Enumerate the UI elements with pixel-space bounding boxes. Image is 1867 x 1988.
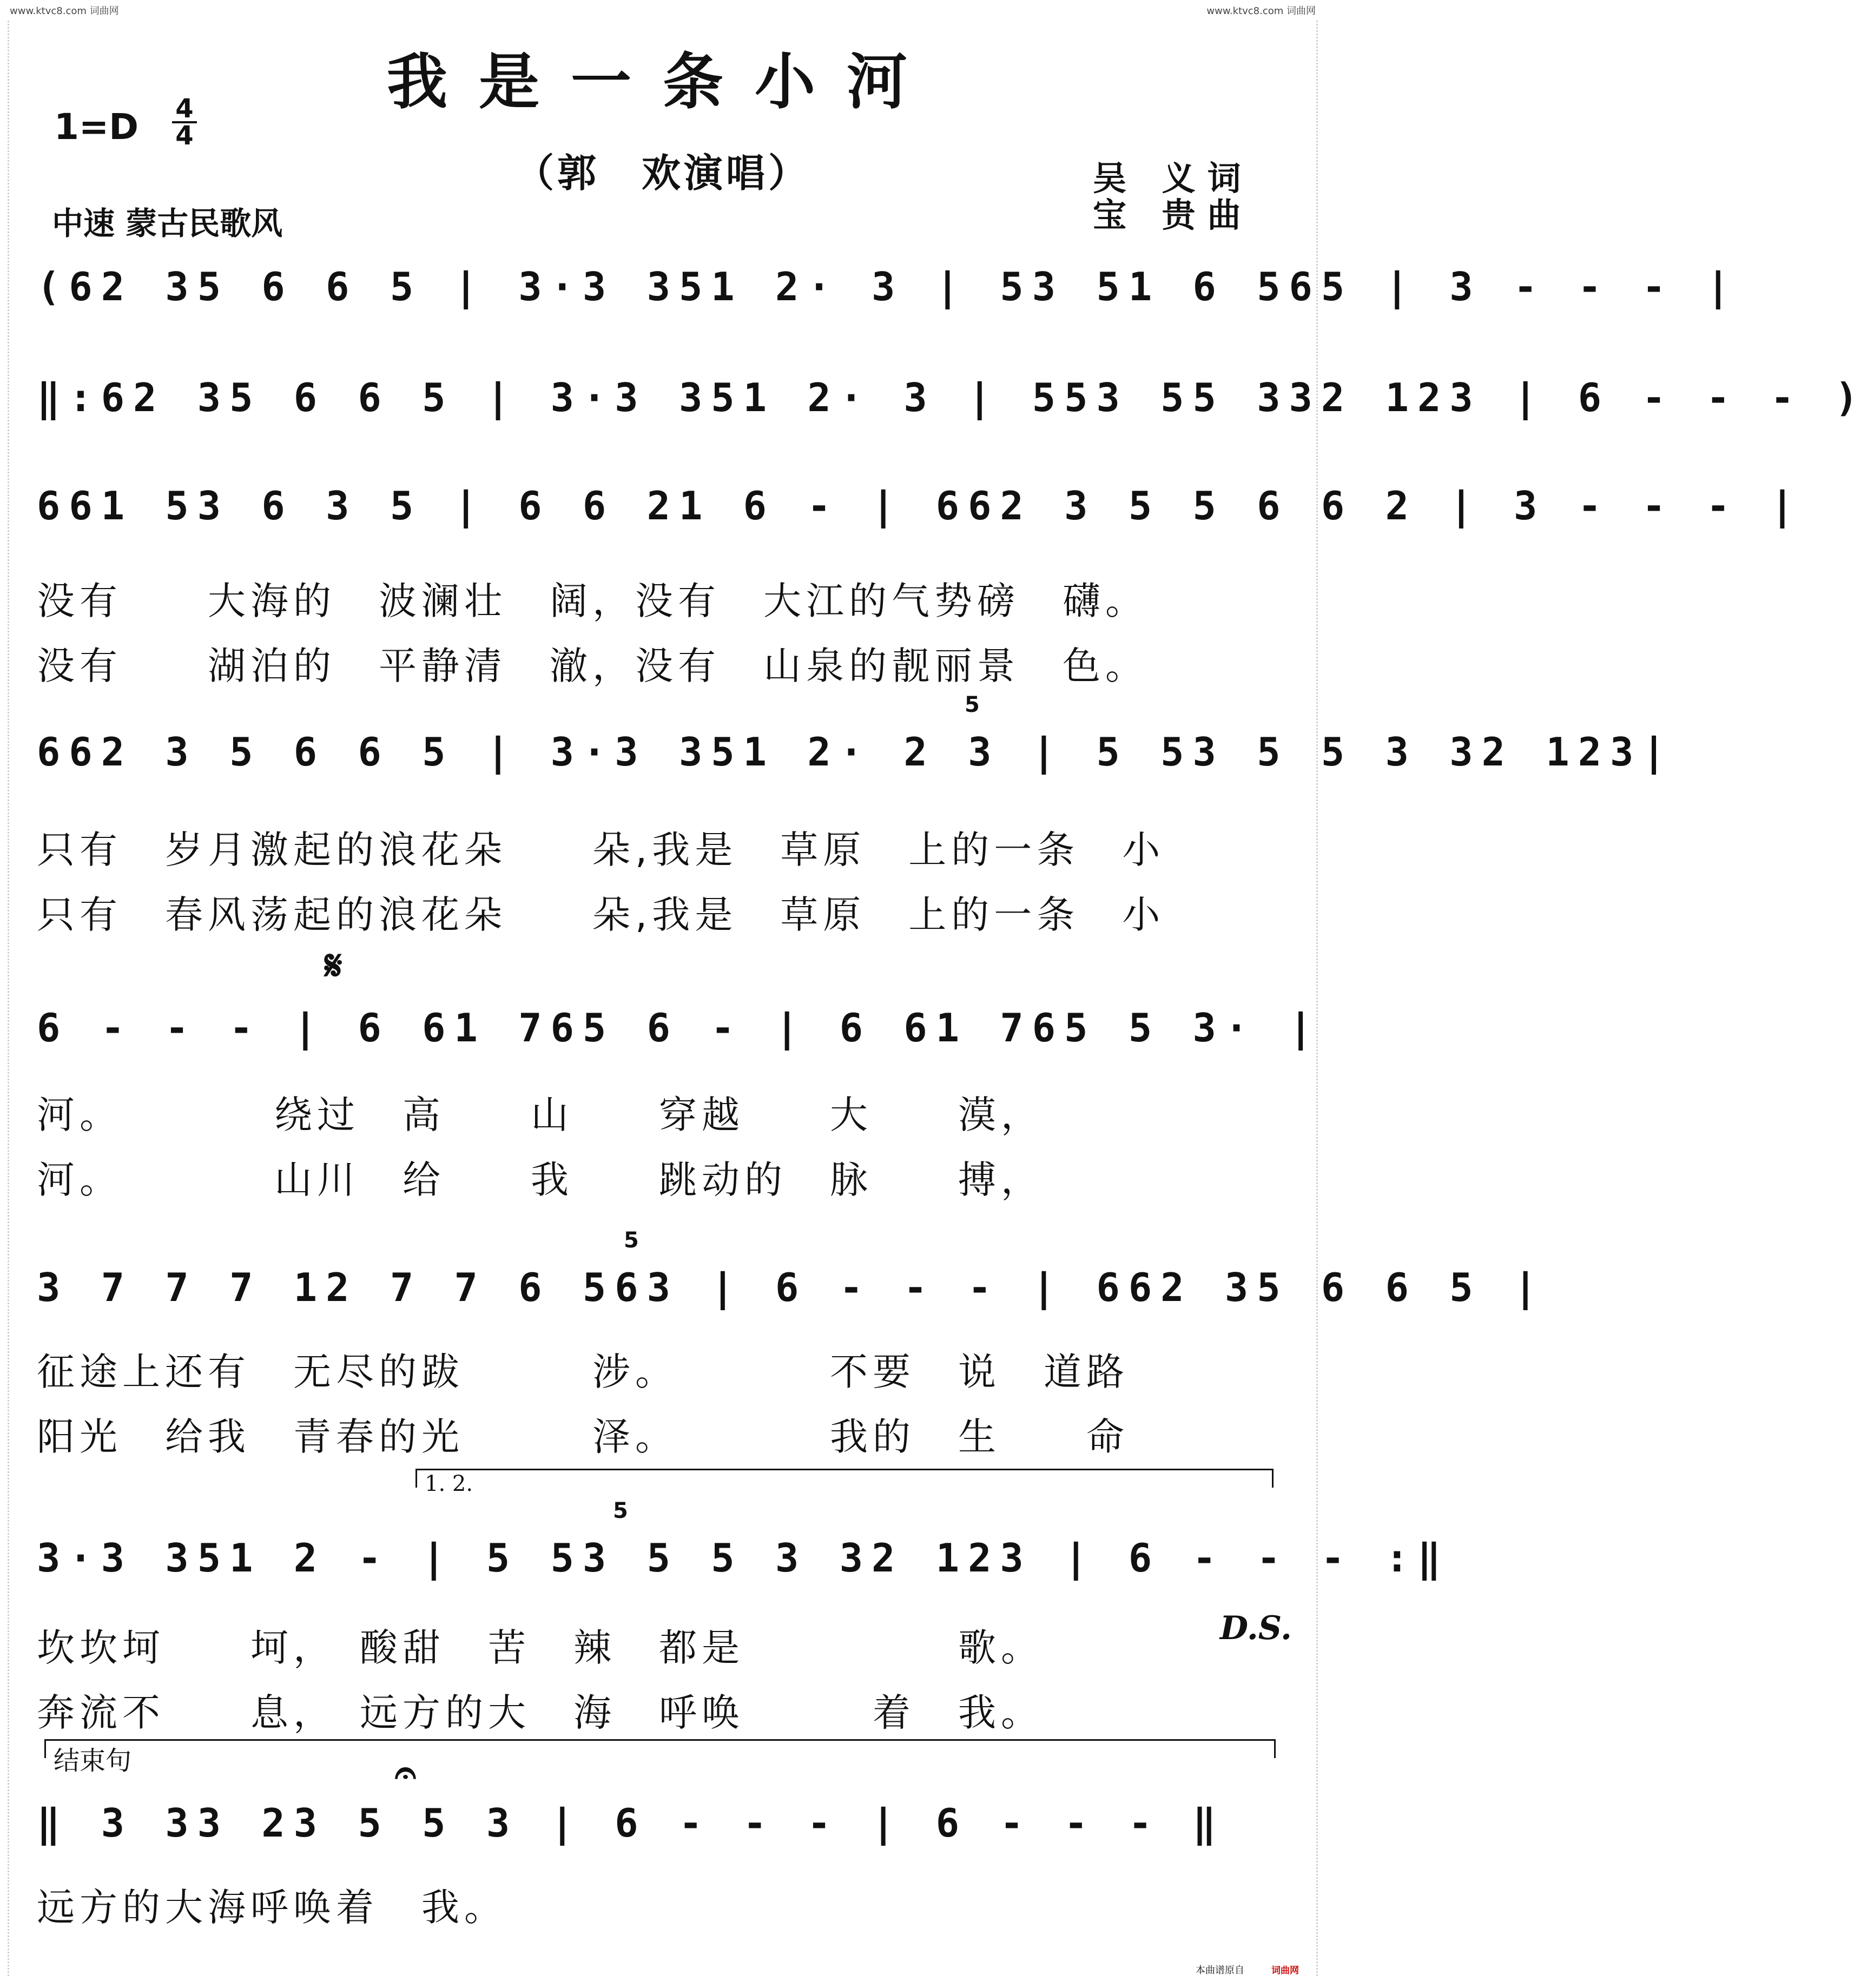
- score-row-3: [37, 479, 1803, 560]
- score-row-6: [37, 1228, 1546, 1342]
- grace-note: 5: [624, 1228, 639, 1253]
- notation-line: 3 7 7 7 12 7 7 6 563 | 6 - - - | 662 35 6 6 5 |: [37, 1265, 1546, 1310]
- score-row-1: [37, 260, 1739, 341]
- lyric-verse-1: 没有 大海的 波澜壮 阔，没有 大江的气势磅 礴。: [37, 579, 1148, 623]
- notation-line: ‖ 3 33 23 5 5 3 | 6 - - - | 6 - - - ‖: [37, 1800, 1225, 1846]
- grace-note: 5: [613, 1498, 628, 1523]
- notation-line: 6 - - - | 6 61 765 6 - | 6 61 765 5 3· |: [37, 1005, 1321, 1051]
- lyric-verse-1: 征途上还有 无尽的跋 涉。 不要 说 道路: [37, 1350, 1129, 1394]
- notation-line: (62 35 6 6 5 | 3·3 351 2· 3 | 53 51 6 565 | 3 - - - |: [37, 264, 1739, 309]
- notation-line: 662 3 5 6 6 5 | 3·3 351 2· 2 3 | 5 53 5 5 3 32 123|: [37, 729, 1674, 775]
- score-row-2: [37, 371, 1867, 452]
- score-row-7: [37, 1498, 1450, 1612]
- lyric-verse-2: 没有 湖泊的 平静清 澈，没有 山泉的靓丽景 色。: [37, 644, 1148, 688]
- volta-label: 1. 2.: [425, 1471, 473, 1496]
- score-row-5: [37, 1001, 1321, 1082]
- lyricist-credit: 吴 义词: [1093, 158, 1253, 198]
- grace-note: 5: [965, 692, 980, 717]
- time-signature-bottom: 4: [175, 121, 194, 151]
- notation-line: 661 53 6 3 5 | 6 6 21 6 - | 662 3 5 5 6 6 2 | 3 - - - |: [37, 483, 1803, 529]
- score-row-8: [37, 1796, 1281, 1877]
- footer-site-logo: 词曲网: [1271, 1965, 1299, 1976]
- score-row-4: [37, 692, 1674, 806]
- volta-bracket: [415, 1469, 1274, 1496]
- site-header-left: www.ktvc8.com 词曲网: [10, 5, 119, 17]
- segno-sign: 𝄋: [325, 941, 342, 989]
- footer-source-note: 本曲谱原自: [1196, 1965, 1244, 1976]
- site-header-right: www.ktvc8.com 词曲网: [1206, 5, 1316, 17]
- key-signature: 1=D: [54, 106, 139, 148]
- notation-line: ‖:62 35 6 6 5 | 3·3 351 2· 3 | 553 55 332 123 | 6 - - - ): [37, 375, 1867, 420]
- singer-credit: （郭 欢演唱）: [514, 150, 810, 196]
- lyric-ending: 远方的大海呼唤着 我。: [37, 1885, 507, 1930]
- lyric-verse-1: 坎坎坷 坷， 酸甜 苦 辣 都是 歌。: [37, 1626, 1044, 1670]
- lyric-verse-2: 只有 春风荡起的浪花朵 朵,我是 草原 上的一条 小: [37, 893, 1165, 937]
- lyric-verse-1: 只有 岁月激起的浪花朵 朵,我是 草原 上的一条 小: [37, 828, 1165, 872]
- time-signature: [172, 94, 197, 151]
- notation-line: 3·3 351 2 - | 5 53 5 5 3 32 123 | 6 - - - :‖: [37, 1535, 1450, 1581]
- lyric-verse-2: 奔流不 息， 远方的大 海 呼唤 着 我。: [37, 1690, 1044, 1735]
- lyric-verse-2: 阳光 给我 青春的光 泽。 我的 生 命: [37, 1415, 1129, 1459]
- lyric-verse-1: 河。 绕过 高 山 穿越 大 漠，: [37, 1093, 1044, 1137]
- tempo-marking: 中速 蒙古民歌风: [52, 205, 283, 242]
- dal-segno-mark: D.S.: [1220, 1609, 1292, 1647]
- ending-label: 结束句: [54, 1746, 132, 1776]
- composer-credit: 宝 贵曲: [1093, 195, 1253, 235]
- lyric-verse-2: 河。 山川 给 我 跳动的 脉 搏，: [37, 1158, 1044, 1202]
- time-signature-top: 4: [175, 94, 194, 124]
- song-title: 我是一条小河: [387, 47, 939, 117]
- fermata-sign: 𝄐: [395, 1750, 416, 1794]
- ending-bracket: [44, 1739, 1276, 1776]
